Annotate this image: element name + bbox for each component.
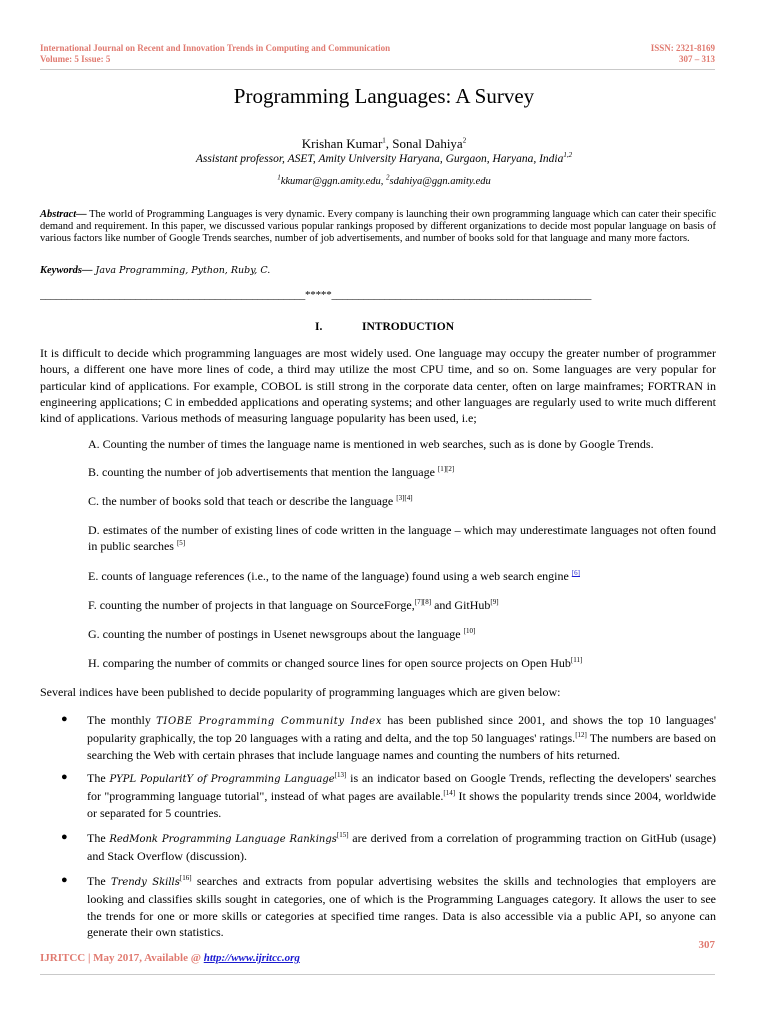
method-text: C. the number of books sold that teach or describe the language [88, 494, 397, 508]
author-name: Sonal Dahiya [392, 136, 463, 151]
index-name: RedMonk Programming Language Rankings [109, 834, 337, 845]
footer-divider [40, 974, 715, 975]
method-item [88, 436, 716, 452]
method-text: A. Counting the number of times the language name is mentioned in web searches, such as is done by Google Trends. [88, 437, 654, 451]
method-item [88, 464, 716, 480]
citation: [14] [443, 789, 456, 798]
email-sup: 2 [386, 173, 390, 182]
bullet-text: is an indicator based on Google Trends, reflecting the developers' searches for "programming language tutorial", instead of what pages are available. [87, 771, 716, 804]
bullet-item-tiobe [87, 712, 716, 763]
citation: [10] [463, 627, 476, 635]
footer-link[interactable]: http://www.ijritcc.org [203, 952, 300, 964]
bullet-text: The [87, 831, 110, 845]
citation: [5] [176, 539, 186, 548]
abstract-label: Abstract— [40, 209, 87, 220]
citation-link[interactable]: [6] [571, 569, 580, 577]
bullet-item-trendy-skills [87, 873, 716, 940]
bullet-text: searches and extracts from popular advertising websites the skills and technologies that employers are looking and classifies skills sought in categories, one of which is the Programming Languages category. It allows the user to see the trends for one or more skills or categories at specified time ranges. Data is also accessible via a public API, so anyone can generate their own statistics. [87, 874, 717, 939]
issn-info [651, 43, 715, 65]
citation: [16] [179, 874, 192, 882]
bullet-item-pypl [87, 770, 716, 821]
citation: [15] [336, 831, 349, 839]
author-name: Krishan Kumar [301, 136, 383, 151]
citation: [9] [490, 598, 499, 606]
page-range: 307 – 313 [679, 54, 715, 64]
intro-paragraph: It is difficult to decide which programming languages are most widely used. One language may occupy the greater number of programmer hours, a different one have more lines of code, a third may utilize the most CPU time, and so on. Some languages are very popular for particular kind of applications. For example, COBOL is still strong in the corporate data center, often on large mainframes; FORTRAN in engineering applications; C in embedded applications and operating systems; and other languages are regularly used to write much different kind of applications. Various methods of measuring language popularity has been used, i.e; [40, 346, 716, 426]
bullet-marker: ● [61, 831, 68, 843]
keywords-label: Keywords— [40, 265, 93, 276]
method-text: E. counts of language references (i.e., to the name of the language) found using a web search engine [88, 569, 572, 583]
citation: [3][4] [396, 494, 413, 502]
email: kkumar@ggn.amity.edu, [280, 176, 387, 187]
method-item [88, 568, 716, 584]
citation: [7][8] [414, 598, 432, 606]
citation: [12] [575, 731, 587, 740]
affiliation-sup: 1,2 [563, 151, 573, 160]
affiliation [0, 153, 768, 165]
bullet-text: It shows the popularity trends since 2004, worldwide or separated for 5 countries. [87, 789, 717, 820]
citation: [11] [570, 656, 583, 664]
abstract-text: The world of Programming Languages is very dynamic. Every company is launching their own programming language which can cater their specific demand and requirement. In this paper, we discussed various popular rankings proposed by different organizations to decide most popular language on basis of various factors like number of Google Trends searches, number of job advertisements, and number of books sold for that language and many more factors. [40, 209, 716, 245]
index-name: Trendy Skills [110, 877, 180, 888]
journal-name: International Journal on Recent and Innovation Trends in Computing and Communication [40, 43, 391, 53]
abstract [40, 209, 716, 246]
keywords-text: Java Programming, Python, Ruby, C. [92, 265, 271, 276]
method-item [88, 522, 716, 555]
author-separator: , [385, 136, 393, 151]
bullet-item-redmonk [87, 830, 716, 865]
bullet-text: has been published since 2001, and shows the top 10 languages' popularity graphically, the top 20 languages with a rating and delta, and the top 50 languages' ratings. [87, 713, 716, 746]
method-text: G. counting the number of postings in Usenet newsgroups about the language [88, 627, 464, 641]
citation: [1][2] [437, 465, 455, 473]
method-item [88, 493, 716, 509]
index-name: TIOBE Programming Community Index [156, 716, 383, 727]
method-item [88, 626, 716, 642]
authors [0, 136, 768, 152]
author-emails [0, 173, 768, 187]
method-text: H. comparing the number of commits or changed source lines for open source projects on Open Hub [88, 656, 571, 670]
email: sdahiya@ggn.amity.edu [389, 176, 491, 187]
page-number: 307 [698, 939, 715, 951]
paper-title: Programming Languages: A Survey [233, 84, 535, 108]
bullet-marker: ● [61, 713, 68, 725]
issn: ISSN: 2321-8169 [650, 43, 715, 53]
footer [40, 952, 300, 964]
journal-info [40, 43, 390, 65]
running-header [40, 43, 715, 67]
method-item [88, 597, 716, 613]
bullet-text: The [87, 874, 111, 888]
section-number: I. [315, 321, 323, 333]
author-sup: 1 [382, 136, 386, 145]
header-divider [40, 69, 715, 70]
citation: [13] [334, 771, 347, 779]
bullet-text: are derived from a correlation of programming traction on GitHub (usage) and Stack Overflow (discussion). [87, 831, 716, 864]
method-text: and GitHub [431, 598, 491, 612]
method-text: F. counting the number of projects in that language on SourceForge, [88, 598, 415, 612]
author-sup: 2 [462, 136, 467, 145]
section-title: INTRODUCTION [362, 321, 455, 333]
affiliation-text: Assistant professor, ASET, Amity University Haryana, Gurgaon, Haryana, India [195, 153, 564, 165]
footer-text: IJRITCC | May 2017, Available @ [40, 952, 204, 964]
method-item [88, 655, 716, 671]
indices-intro: Several indices have been published to decide popularity of programming languages which are given below: [40, 685, 561, 699]
bullet-text: The monthly [87, 713, 157, 727]
email-sup: 1 [277, 173, 281, 182]
method-text: D. estimates of the number of existing lines of code written in the language – which may underestimate languages not often found in public searches [88, 523, 716, 554]
section-heading [315, 321, 454, 333]
keywords [40, 265, 270, 276]
bullet-text: The [87, 771, 110, 785]
section-separator: __________________________________________________*****_________________________________________________ [40, 289, 592, 301]
index-name: PYPL PopularitY of Programming Language [109, 774, 335, 785]
method-text: B. counting the number of job advertisements that mention the language [88, 465, 438, 479]
bullet-text: The numbers are based on searching the Web with certain phrases that include language names and counting the numbers of hits returned. [87, 731, 716, 762]
journal-volume: Volume: 5 Issue: 5 [40, 54, 111, 64]
bullet-marker: ● [61, 771, 68, 783]
bullet-marker: ● [61, 874, 68, 886]
